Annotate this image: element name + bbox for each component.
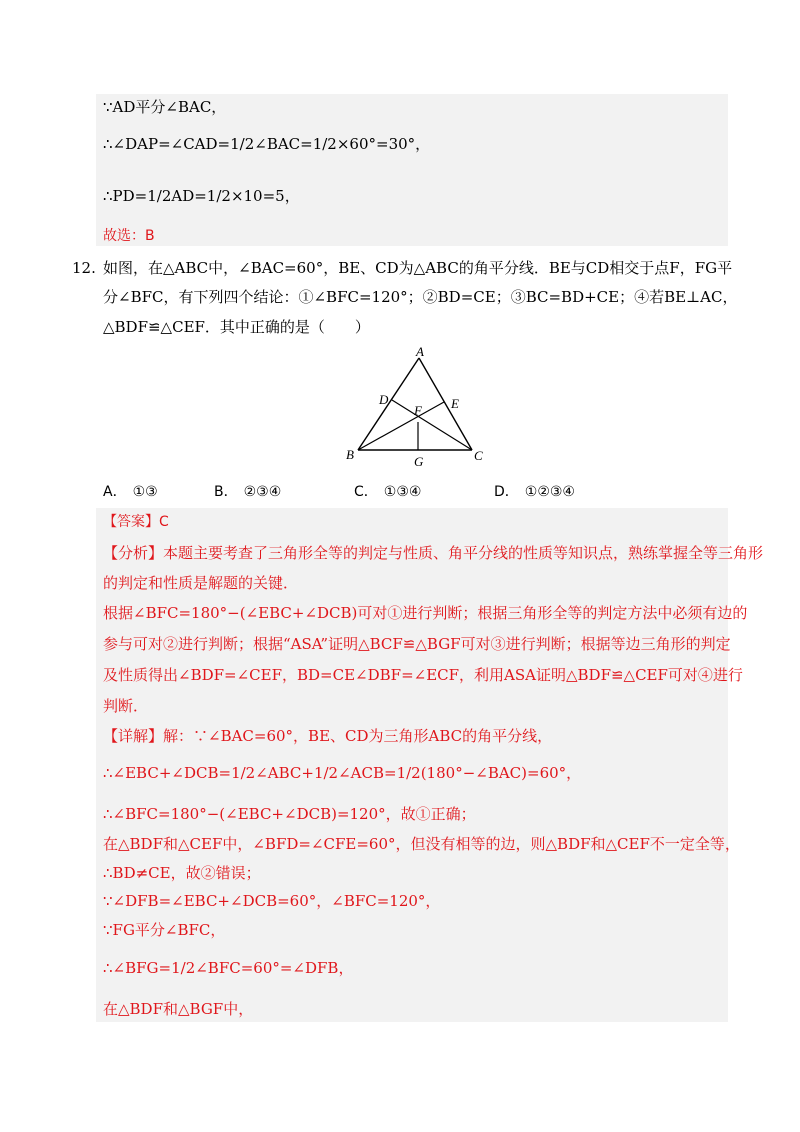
prev-solution-line-2: ∴∠DAP=∠CAD=1/2∠BAC=1/2×60°=30°， bbox=[103, 135, 431, 153]
question-line-2: 分∠BFC，有下列四个结论：①∠BFC=120°；②BD=CE；③BC=BD+CE；④若BE⊥AC， bbox=[103, 288, 738, 306]
option-d: D． ①②③④ bbox=[494, 484, 575, 500]
detail-line-5: ∴BD≠CE，故②错误； bbox=[103, 864, 261, 882]
label-d: D bbox=[379, 392, 389, 407]
analysis-line-3: 根据∠BFC=180°−(∠EBC+∠DCB)可对①进行判断；根据三角形全等的判定方法中必须有边的 bbox=[103, 604, 748, 622]
analysis-line-1: 【分析】本题主要考查了三角形全等的判定与性质、角平分线的性质等知识点，熟练掌握全等三角形 bbox=[103, 544, 764, 562]
analysis-line-6: 判断． bbox=[103, 697, 149, 715]
label-g: G bbox=[414, 454, 424, 469]
detail-line-8: ∴∠BFG=1/2∠BFC=60°=∠DFB， bbox=[103, 959, 354, 977]
question-line-1: 如图，在△ABC中，∠BAC=60°，BE、CD为△ABC的角平分线．BE与CD相交于点F，FG平 bbox=[103, 259, 733, 277]
answer-label: 【答案】C bbox=[103, 514, 169, 530]
detail-line-2: ∴∠EBC+∠DCB=1/2∠ABC+1/2∠ACB=1/2(180°−∠BAC)=60°， bbox=[103, 764, 582, 782]
label-e: E bbox=[451, 396, 459, 411]
analysis-line-5: 及性质得出∠BDF=∠CEF，BD=CE∠DBF=∠ECF，利用ASA证明△BDF≌△CEF可对④进行 bbox=[103, 666, 743, 684]
option-b: B． ②③④ bbox=[214, 484, 282, 500]
detail-line-3: ∴∠BFC=180°−(∠EBC+∠DCB)=120°，故①正确； bbox=[103, 805, 476, 823]
prev-solution-line-1: ∵AD平分∠BAC， bbox=[103, 98, 227, 116]
option-d-text: ①②③④ bbox=[524, 484, 575, 500]
side-ab bbox=[358, 358, 419, 450]
option-c: C． ①③④ bbox=[354, 484, 422, 500]
prev-solution-line-3: ∴PD=1/2AD=1/2×10=5， bbox=[103, 187, 300, 205]
label-b: B bbox=[346, 447, 354, 462]
option-b-text: ②③④ bbox=[243, 484, 282, 500]
label-a: A bbox=[416, 344, 424, 359]
question-line-3: △BDF≌△CEF．其中正确的是（ ） bbox=[103, 318, 370, 336]
detail-line-7: ∵FG平分∠BFC， bbox=[103, 921, 226, 939]
option-c-text: ①③④ bbox=[383, 484, 422, 500]
analysis-line-4: 参与可对②进行判断；根据“ASA”证明△BCF≌△BGF可对③进行判断；根据等边三角形的判定 bbox=[103, 635, 731, 653]
option-a-text: ①③ bbox=[132, 484, 158, 500]
triangle-figure bbox=[340, 344, 500, 474]
detail-line-9: 在△BDF和△BGF中， bbox=[103, 1000, 254, 1018]
side-ac bbox=[419, 358, 472, 450]
option-a: A． ①③ bbox=[103, 484, 158, 500]
analysis-line-2: 的判定和性质是解题的关键． bbox=[103, 574, 299, 592]
detail-line-4: 在△BDF和△CEF中，∠BFD=∠CFE=60°，但没有相等的边，则△BDF和△CEF不一定全等， bbox=[103, 835, 740, 853]
question-number: 12. bbox=[72, 259, 96, 277]
prev-answer: 故选：B bbox=[103, 228, 155, 244]
detail-line-1: 【详解】解：∵∠BAC=60°，BE、CD为三角形ABC的角平分线， bbox=[103, 727, 553, 745]
segment-be bbox=[358, 402, 444, 450]
detail-line-6: ∵∠DFB=∠EBC+∠DCB=60°，∠BFC=120°， bbox=[103, 892, 441, 910]
label-f: F bbox=[414, 403, 422, 418]
label-c: C bbox=[474, 448, 483, 463]
